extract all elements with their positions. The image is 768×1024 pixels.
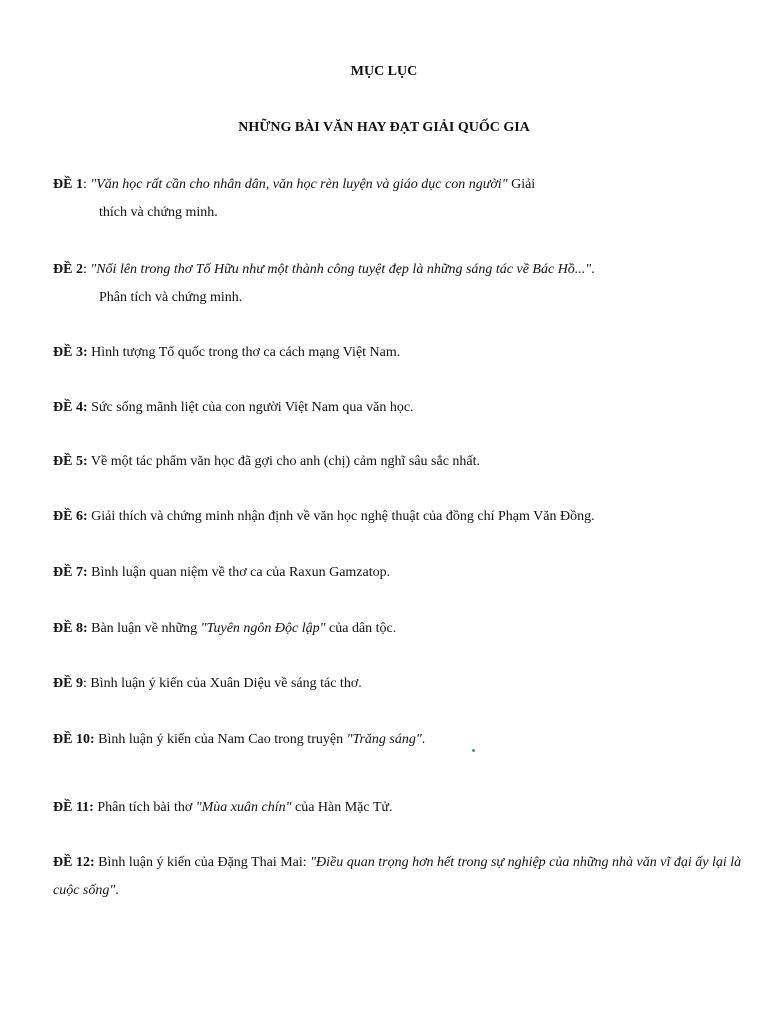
toc-entry-1 — [53, 171, 743, 227]
toc-entry-11 — [53, 794, 743, 822]
entry-text-after: . — [115, 883, 119, 898]
toc-entry-7 — [53, 559, 743, 587]
entry-text-before: Bình luận ý kiến của Nam Cao trong truyện — [94, 732, 347, 747]
entry-label: ĐỀ 5: — [53, 454, 88, 469]
toc-entry-12 — [53, 849, 743, 905]
entry-label: ĐỀ 8: — [53, 621, 88, 636]
toc-entry-10 — [53, 726, 743, 754]
entry-quote: "Điều quan trọng hơn hết trong sự nghiệp của những nhà văn vĩ đại ấy lại là cuộc sống" — [53, 855, 742, 898]
entry-text-before: Bàn luận về những — [87, 621, 201, 636]
entry-quote: "Tuyên ngôn Độc lập" — [200, 621, 326, 636]
entry-separator: : — [82, 262, 91, 277]
entry-text: Bình luận quan niệm về thơ ca của Raxun Gamzatop. — [87, 565, 391, 580]
entry-label: ĐỀ 3: — [53, 345, 88, 360]
entry-label: ĐỀ 1 — [53, 177, 83, 192]
entry-text: Về một tác phẩm văn học đã gợi cho anh (chị) cảm nghĩ sâu sắc nhất. — [87, 454, 481, 469]
entry-quote: "Mùa xuân chín" — [195, 800, 292, 815]
entry-text: : Bình luận ý kiến của Xuân Diệu về sáng tác thơ. — [82, 676, 362, 691]
page-subtitle: NHỮNG BÀI VĂN HAY ĐẠT GIẢI QUỐC GIA — [238, 120, 530, 135]
entry-text-before: Bình luận ý kiến của Đặng Thai Mai: — [94, 855, 311, 870]
toc-entry-3 — [53, 339, 743, 367]
entry-label: ĐỀ 4: — [53, 400, 88, 415]
entry-label: ĐỀ 9 — [53, 676, 83, 691]
entry-text-after: của dân tộc. — [325, 621, 397, 636]
entry-label: ĐỀ 11: — [53, 800, 94, 815]
entry-label: ĐỀ 7: — [53, 565, 88, 580]
toc-entry-6 — [53, 503, 743, 531]
entry-label: ĐỀ 6: — [53, 509, 88, 524]
entry-continuation: thích và chứng minh. — [99, 205, 218, 220]
toc-entry-9 — [53, 670, 743, 698]
entry-text-after: Giải — [507, 177, 536, 192]
page-title: MỤC LỤC — [350, 64, 418, 79]
entry-continuation: Phân tích và chứng minh. — [99, 290, 243, 305]
entry-text-after: . — [591, 262, 595, 277]
toc-entry-2 — [53, 256, 743, 312]
entry-text: Hình tượng Tổ quốc trong thơ ca cách mạng Việt Nam. — [87, 345, 401, 360]
toc-entry-4 — [53, 394, 743, 422]
stray-dot-mark — [472, 749, 475, 752]
entry-label: ĐỀ 2 — [53, 262, 83, 277]
toc-entry-8 — [53, 615, 743, 643]
entry-text-after: của Hàn Mặc Tử. — [291, 800, 393, 815]
entry-text-before: Phân tích bài thơ — [93, 800, 196, 815]
entry-quote: "Văn học rất cần cho nhân dân, văn học rèn luyện và giáo dục con người" — [90, 177, 508, 192]
entry-text-after: . — [421, 732, 426, 747]
entry-text: Sức sống mãnh liệt của con người Việt Nam qua văn học. — [87, 400, 414, 415]
entry-separator: : — [82, 177, 91, 192]
entry-quote: "Nổi lên trong thơ Tố Hữu như một thành công tuyệt đẹp là những sáng tác về Bác Hồ..." — [90, 262, 592, 277]
toc-entry-5 — [53, 448, 743, 476]
entry-label: ĐỀ 10: — [53, 732, 95, 747]
entry-label: ĐỀ 12: — [53, 855, 95, 870]
entry-text: Giải thích và chứng minh nhận định về văn học nghệ thuật của đồng chí Phạm Văn Đồng. — [87, 509, 595, 524]
entry-quote: "Trăng sáng" — [346, 732, 422, 747]
